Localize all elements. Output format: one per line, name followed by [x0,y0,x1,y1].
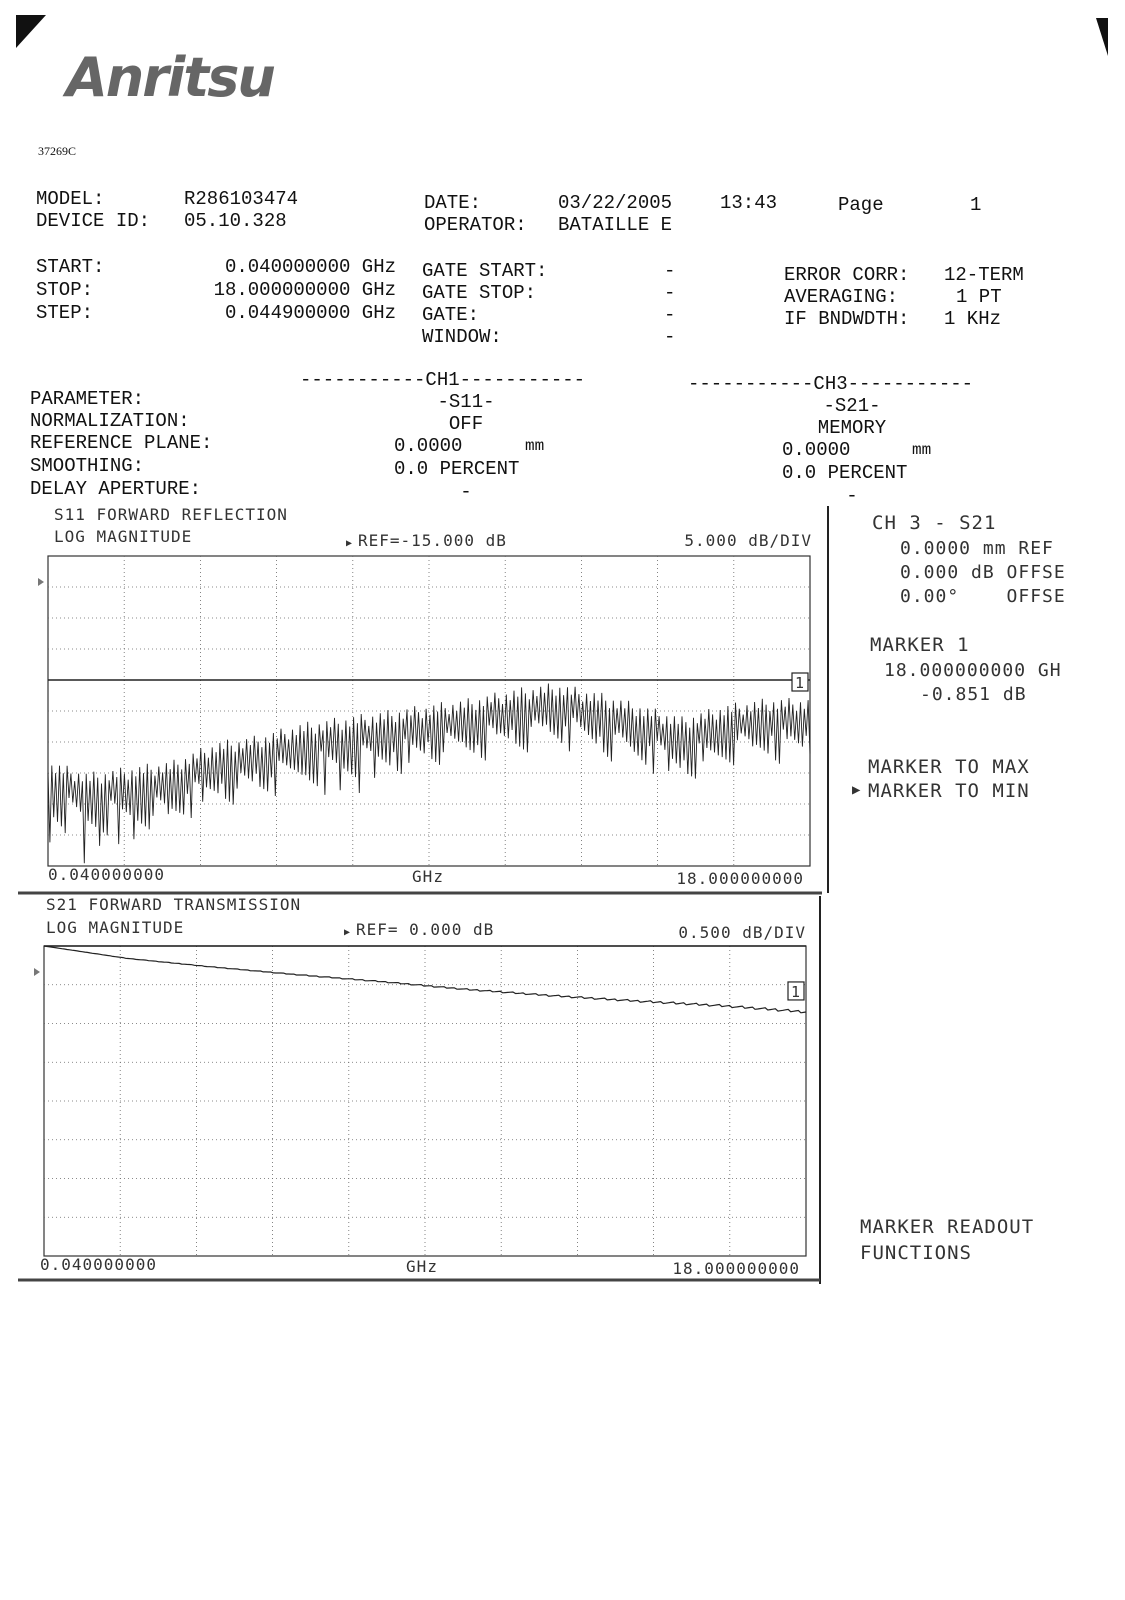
operator-value: BATAILLE E [558,214,673,236]
page-number: 1 [970,194,982,216]
chart1-ref-arrow-icon: ▶ [346,538,354,549]
brand-logo: Anritsu [66,46,274,109]
averaging-value: 1 PT [956,286,1002,308]
gate-stop-value: - [664,282,676,304]
ch1-normalization: OFF [448,413,484,435]
marker-readout-functions[interactable]: FUNCTIONS [860,1242,972,1264]
date-value: 03/22/2005 [558,192,673,214]
start-label: START: [36,256,105,278]
ch3-parameter: -S21- [823,395,881,417]
chart2-x-stop-label: 18.000000000 [672,1259,800,1278]
chart2-x-start-label: 0.040000000 [40,1255,157,1274]
ch3-smoothing: 0.0 PERCENT [782,462,908,484]
ch3-ref-plane: 0.0000 [782,439,851,461]
smoothing-label: SMOOTHING: [30,455,145,477]
marker-frequency: 18.000000000 GH [884,660,1062,681]
chart1-x-stop-label: 18.000000000 [676,869,804,888]
chart1-marker-label: 1 [794,674,806,692]
side-ref-line: 0.0000 mm REF [900,538,1054,559]
gate-value: - [664,304,676,326]
normalization-label: NORMALIZATION: [30,410,190,432]
chart1-x-start-label: 0.040000000 [48,865,165,884]
delay-aperture-label: DELAY APERTURE: [30,478,202,500]
gate-stop-label: GATE STOP: [422,282,537,304]
ch3-delay-aperture: - [846,485,858,507]
chart2-ref-arrow-icon: ▶ [344,927,352,938]
stop-value: 18.000000000 GHz [213,279,396,301]
window-value: - [664,326,676,348]
menu-cursor-icon: ▶ [852,783,861,799]
chart2-x-axis-label: GHz [406,1257,438,1276]
model-label: MODEL: [36,188,105,210]
gate-start-value: - [664,260,676,282]
averaging-label: AVERAGING: [784,286,899,308]
ch1-header: -----------CH1----------- [300,369,586,391]
stop-label: STOP: [36,279,94,301]
ch3-normalization: MEMORY [817,417,887,439]
ch1-parameter: -S11- [437,391,495,413]
model-value: R286103474 [184,188,299,210]
page-label: Page [838,194,884,216]
marker-value: -0.851 dB [920,684,1027,705]
ch1-ref-plane: 0.0000 [394,435,463,457]
ch1-delay-aperture: - [460,481,472,503]
ch1-ref-unit: mm [525,437,545,455]
chart1-ref-label: REF=-15.000 dB [358,531,507,550]
marker-readout-title[interactable]: MARKER READOUT [860,1216,1035,1238]
ch1-smoothing: 0.0 PERCENT [394,458,520,480]
start-value: 0.040000000 GHz [224,256,396,278]
chart2-ref-label: REF= 0.000 dB [356,920,495,939]
chart1-scale-label: 5.000 dB/DIV [684,531,812,550]
gate-start-label: GATE START: [422,260,548,282]
model-code: 37269C [38,144,77,158]
window-label: WINDOW: [422,326,502,348]
error-corr-value: 12-TERM [944,264,1024,286]
chart2-marker-label: 1 [790,982,802,1001]
device-id-label: DEVICE ID: [36,210,151,232]
side-offset-db: 0.000 dB OFFSE [900,562,1066,583]
chart2-format: LOG MAGNITUDE [46,918,185,937]
error-corr-label: ERROR CORR: [784,264,910,286]
chart1-title: S11 FORWARD REFLECTION [54,505,288,524]
parameter-label: PARAMETER: [30,388,145,410]
ch3-ref-unit: mm [912,441,932,459]
if-bandwidth-value: 1 KHz [944,308,1002,330]
device-id-value: 05.10.328 [184,210,287,232]
time-value: 13:43 [720,192,778,214]
chart2-ref-pointer-icon [34,968,40,976]
gate-label: GATE: [422,304,480,326]
menu-marker-to-min[interactable]: MARKER TO MIN [868,780,1030,802]
step-label: STEP: [36,302,94,324]
side-ch-title: CH 3 - S21 [872,512,997,534]
chart2-scale-label: 0.500 dB/DIV [678,923,806,942]
chart1-ref-pointer-icon [38,578,44,586]
chart1-x-axis-label: GHz [412,867,444,886]
date-label: DATE: [424,192,482,214]
ch3-header: -----------CH3----------- [688,373,974,395]
step-value: 0.044900000 GHz [224,302,396,324]
marker-title: MARKER 1 [870,634,970,656]
operator-label: OPERATOR: [424,214,527,236]
side-offset-deg: 0.00° OFFSE [900,586,1066,607]
chart2-title: S21 FORWARD TRANSMISSION [46,895,302,914]
reference-plane-label: REFERENCE PLANE: [30,432,213,454]
menu-marker-to-max[interactable]: MARKER TO MAX [868,756,1030,778]
if-bandwidth-label: IF BNDWDTH: [784,308,910,330]
chart1-format: LOG MAGNITUDE [54,527,193,546]
